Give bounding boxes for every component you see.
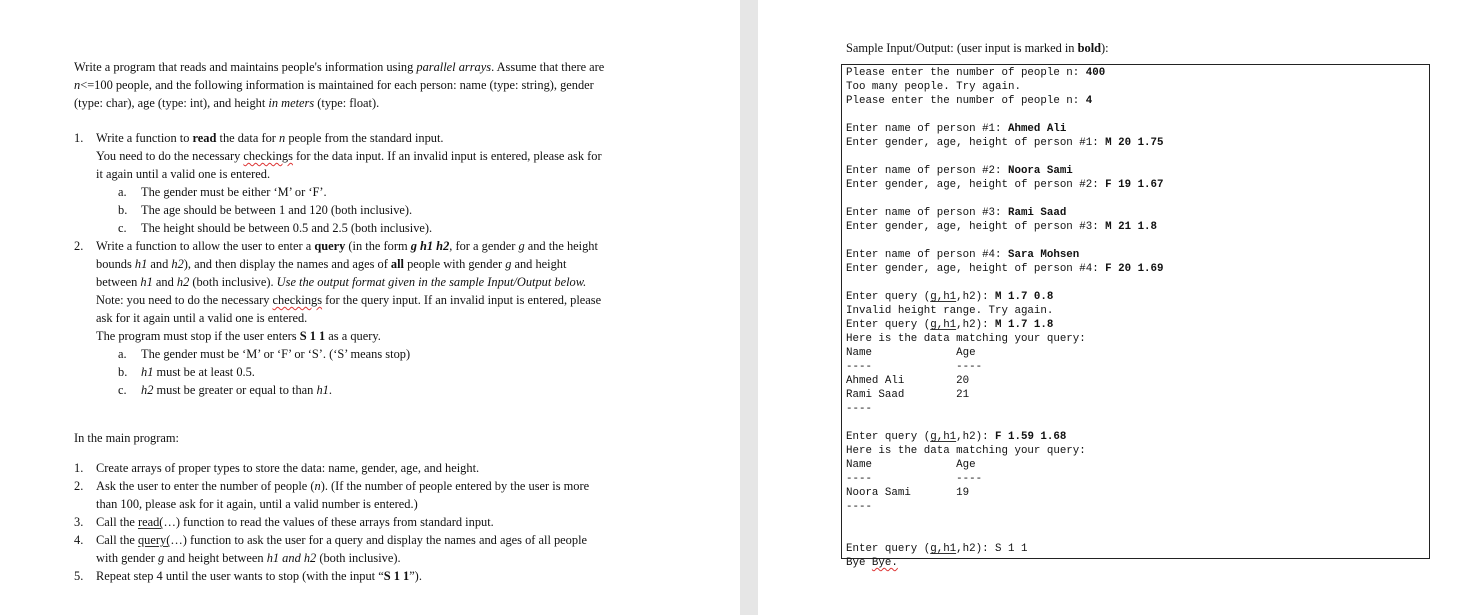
- io-line: ----: [846, 501, 872, 513]
- sub-list-letter: c.: [118, 383, 127, 397]
- list-number: 2.: [74, 239, 84, 253]
- io-line: Enter gender, age, height of person #3: M 21 1.8: [846, 221, 1158, 233]
- list-number: 2.: [74, 479, 84, 493]
- intro-line: (type: char), age (type: int), and height in meters (type: float).: [74, 96, 380, 110]
- step-line: Ask the user to enter the number of people (n). (If the number of people entered by the user is more: [96, 479, 590, 493]
- list-number: 5.: [74, 569, 84, 583]
- list-number: 4.: [74, 533, 84, 547]
- io-line: Enter gender, age, height of person #4: F 20 1.69: [846, 263, 1164, 275]
- task-line: You need to do the necessary checkings for the data input. If an invalid input is entered, please ask for: [96, 149, 602, 163]
- task-line: bounds h1 and h2), and then display the names and ages of all people with gender g and height: [96, 257, 567, 271]
- io-line: Enter name of person #4: Sara Mohsen: [846, 249, 1080, 261]
- sub-list-letter: a.: [118, 347, 127, 361]
- io-line: Enter query (g,h1,h2): M 1.7 1.8: [846, 319, 1054, 331]
- io-line: [846, 416, 1164, 430]
- io-line: Too many people. Try again.: [846, 81, 1021, 93]
- intro-line: Write a program that reads and maintains people's information using parallel arrays. Assume that there are: [74, 60, 605, 74]
- task-line: The height should be between 0.5 and 2.5 (both inclusive).: [141, 221, 433, 235]
- io-line: Enter gender, age, height of person #2: F 19 1.67: [846, 179, 1164, 191]
- task-line: The gender must be either ‘M’ or ‘F’.: [141, 185, 327, 199]
- io-line: ---- ----: [846, 473, 983, 485]
- sub-list-letter: b.: [118, 203, 128, 217]
- sample-io-heading: Sample Input/Output: (user input is marked in bold):: [846, 41, 1109, 55]
- list-number: 3.: [74, 515, 84, 529]
- io-line: [846, 528, 1164, 542]
- step-line: Call the query(…) function to ask the user for a query and display the names and ages of all people: [96, 533, 588, 547]
- io-line: Here is the data matching your query:: [846, 445, 1086, 457]
- io-line: Enter name of person #2: Noora Sami: [846, 165, 1073, 177]
- io-line: Bye Bye.: [846, 557, 898, 569]
- io-line: Name Age: [846, 459, 976, 471]
- io-line: ---- ----: [846, 361, 983, 373]
- io-line: Ahmed Ali 20: [846, 375, 970, 387]
- io-line: [846, 150, 1164, 164]
- task-line: ask for it again until a valid one is entered.: [96, 311, 308, 325]
- sub-list-letter: c.: [118, 221, 127, 235]
- io-line: [846, 192, 1164, 206]
- io-line: Please enter the number of people n: 4: [846, 95, 1093, 107]
- io-line: Invalid height range. Try again.: [846, 305, 1054, 317]
- list-number: 1.: [74, 461, 84, 475]
- io-line: Enter gender, age, height of person #1: M 20 1.75: [846, 137, 1164, 149]
- task-line: it again until a valid one is entered.: [96, 167, 271, 181]
- io-line: Name Age: [846, 347, 976, 359]
- io-line: [846, 276, 1164, 290]
- step-line: than 100, please ask for it again, until a valid number is entered.): [96, 497, 418, 511]
- io-line: Enter query (g,h1,h2): F 1.59 1.68: [846, 431, 1067, 443]
- task-line: h1 must be at least 0.5.: [141, 365, 255, 379]
- task-line: between h1 and h2 (both inclusive). Use the output format given in the sample Input/Output below.: [96, 275, 587, 289]
- io-line: Enter query (g,h1,h2): S 1 1: [846, 543, 1028, 555]
- step-line: Create arrays of proper types to store the data: name, gender, age, and height.: [96, 461, 480, 475]
- main-program-heading: In the main program:: [74, 431, 179, 445]
- io-line: Enter name of person #3: Rami Saad: [846, 207, 1067, 219]
- intro-line: n<=100 people, and the following information is maintained for each person: name (type: string), gender: [74, 78, 594, 92]
- io-line: ----: [846, 403, 872, 415]
- io-line: [846, 514, 1164, 528]
- io-line: Enter name of person #1: Ahmed Ali: [846, 123, 1067, 135]
- io-line: Noora Sami 19: [846, 487, 970, 499]
- task-line: Write a function to allow the user to enter a query (in the form g h1 h2, for a gender g and the height: [96, 239, 598, 253]
- sub-list-letter: a.: [118, 185, 127, 199]
- task-line: Note: you need to do the necessary checkings for the query input. If an invalid input is entered, please: [96, 293, 602, 307]
- task-line: The age should be between 1 and 120 (both inclusive).: [141, 203, 413, 217]
- io-line: Please enter the number of people n: 400: [846, 67, 1106, 79]
- step-line: Repeat step 4 until the user wants to stop (with the input “S 1 1”).: [96, 569, 422, 583]
- io-line: [846, 234, 1164, 248]
- task-line: Write a function to read the data for n people from the standard input.: [96, 131, 444, 145]
- io-line: Rami Saad 21: [846, 389, 970, 401]
- io-line: Here is the data matching your query:: [846, 333, 1086, 345]
- step-line: with gender g and height between h1 and h2 (both inclusive).: [96, 551, 401, 565]
- task-line: The gender must be ‘M’ or ‘F’ or ‘S’. (‘S’ means stop): [141, 347, 411, 361]
- list-number: 1.: [74, 131, 84, 145]
- io-line: Enter query (g,h1,h2): M 1.7 0.8: [846, 291, 1054, 303]
- io-line: [846, 108, 1164, 122]
- sub-list-letter: b.: [118, 365, 128, 379]
- task-line: h2 must be greater or equal to than h1.: [141, 383, 332, 397]
- task-line: The program must stop if the user enters S 1 1 as a query.: [96, 329, 381, 343]
- sample-io-content: [846, 66, 1164, 570]
- page-gutter: [740, 0, 758, 615]
- step-line: Call the read(…) function to read the values of these arrays from standard input.: [96, 515, 494, 529]
